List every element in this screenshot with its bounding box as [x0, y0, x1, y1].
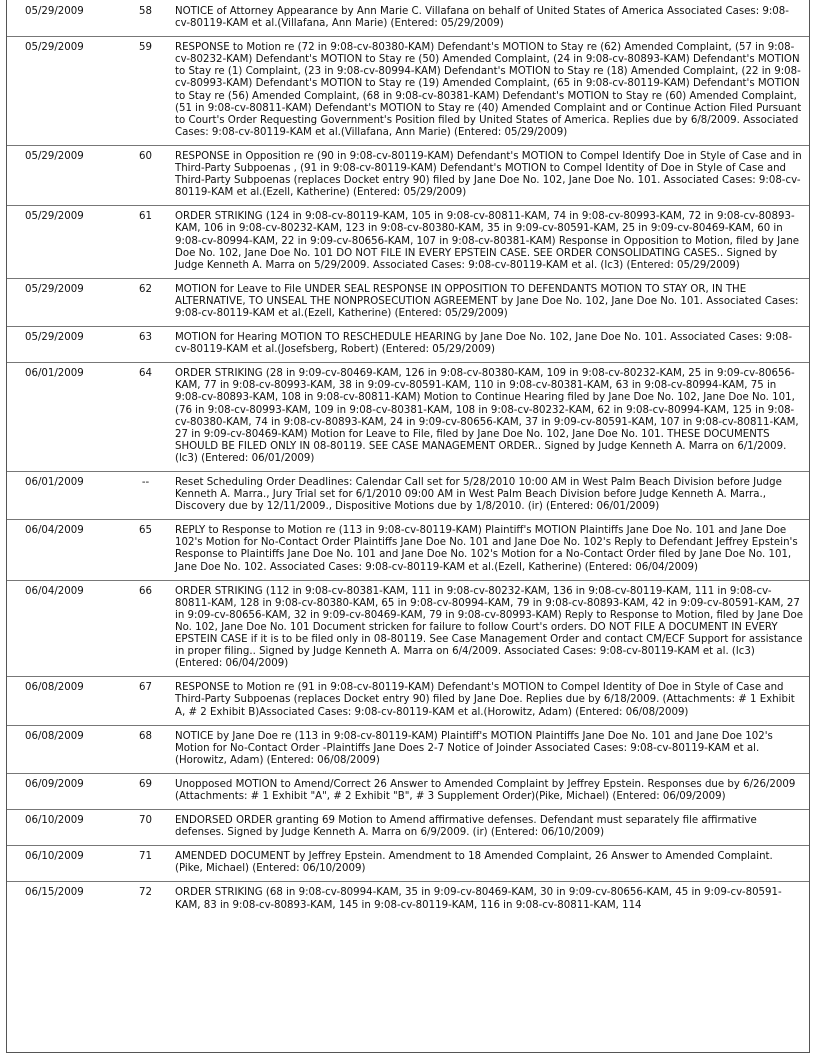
entry-date: 06/09/2009: [7, 773, 119, 809]
entry-date: 06/08/2009: [7, 677, 119, 725]
entry-number: 63: [119, 327, 172, 363]
entry-number: 58: [139, 6, 152, 17]
entry-number: 72: [119, 882, 172, 918]
docket-entry-row: [7, 145, 809, 205]
entry-text: ORDER STRIKING (28 in 9:09-cv-80469-KAM, 126 in 9:08-cv-80380-KAM, 109 in 9:08-cv-80232-KAM, 25 in 9:09-cv-80656-KAM, 77 in 9:08-cv-80993-KAM, 38 in 9:09-cv-80591-KAM, 110 in 9:08-cv-80381-KAM, 63 in 9:08-cv-80994-KAM, 75 in 9:08-cv-80893-KAM, 108 in 9:08-cv-80811-KAM) Motion to Continue Hearing filed by Jane Doe No. 102, Jane Doe No. 101, (76 in 9:08-cv-80993-KAM, 109 in 9:08-cv-80381-KAM, 108 in 9:08-cv-80232-KAM, 62 in 9:08-cv-80994-KAM, 125 in 9:08-cv-80380-KAM, 74 in 9:08-cv-80893-KAM, 24 in 9:09-cv-80656-KAM, 37 in 9:09-cv-80591-KAM, 107 in 9:08-cv-80811-KAM, 27 in 9:09-cv-80469-KAM) Motion for Leave to File, filed by Jane Doe No. 102, Jane Doe No. 101. THESE DOCUMENTS SHOULD BE FILED ONLY IN 08-80119. SEE CASE MANAGEMENT ORDER.. Signed by Judge Kenneth A. Marra on 6/1/2009. (lc3) (Entered: 06/01/2009): [172, 363, 809, 472]
entry-number: --: [119, 472, 172, 520]
entry-number: 60: [119, 145, 172, 205]
entry-text: MOTION for Leave to File UNDER SEAL RESPONSE IN OPPOSITION TO DEFENDANTS MOTION TO STAY OR, IN THE ALTERNATIVE, TO UNSEAL THE NONPROSECUTION AGREEMENT by Jane Doe No. 102, Jane Doe No. 101. Associated Cases: 9:08-cv-80119-KAM et al.(Ezell, Katherine) (Entered: 05/29/2009): [172, 278, 809, 326]
entry-text: Unopposed MOTION to Amend/Correct 26 Answer to Amended Complaint by Jeffrey Epstein. Responses due by 6/26/2009 (Attachments: # 1 Exhibit "A", # 2 Exhibit "B", # 3 Supplement Order)(Pike, Michael) (Entered: 06/09/2009): [172, 773, 809, 809]
entry-number: 62: [119, 278, 172, 326]
entry-text: AMENDED DOCUMENT by Jeffrey Epstein. Amendment to 18 Amended Complaint, 26 Answer to Amended Complaint. (Pike, Michael) (Entered: 06/10/2009): [172, 846, 809, 882]
entry-number: 69: [119, 773, 172, 809]
entry-text: RESPONSE to Motion re (91 in 9:08-cv-80119-KAM) Defendant's MOTION to Compel Identity of Doe in Style of Case and Third-Party Subpoenas (replaces Docket entry 90) filed by Jane Doe. Replies due by 6/18/2009. (Attachments: # 1 Exhibit A, # 2 Exhibit B)Associated Cases: 9:08-cv-80119-KAM et al.(Horowitz, Adam) (Entered: 06/08/2009): [172, 677, 809, 725]
entry-text: ORDER STRIKING (68 in 9:08-cv-80994-KAM, 35 in 9:09-cv-80469-KAM, 30 in 9:09-cv-80656-KAM, 45 in 9:09-cv-80591-KAM, 83 in 9:08-cv-80893-KAM, 145 in 9:08-cv-80119-KAM, 116 in 9:08-cv-80811-KAM, 114: [172, 882, 809, 918]
entry-date: 06/04/2009: [7, 520, 119, 580]
entry-text: NOTICE by Jane Doe re (113 in 9:08-cv-80119-KAM) Plaintiff's MOTION Plaintiffs Jane Doe No. 101 and Jane Doe 102's Motion for No-Contact Order -Plaintiffs Jane Does 2-7 Notice of Joinder Associated Cases: 9:08-cv-80119-KAM et al.(Horowitz, Adam) (Entered: 06/08/2009): [172, 725, 809, 773]
docket-entry-row: [7, 580, 809, 677]
docket-entry-row: [7, 725, 809, 773]
entry-number: 66: [119, 580, 172, 677]
entry-text: RESPONSE in Opposition re (90 in 9:08-cv-80119-KAM) Defendant's MOTION to Compel Identify Doe in Style of Case and in Third-Party Subpoenas , (91 in 9:08-cv-80119-KAM) Defendant's MOTION to Compel Identity of Doe in Style of Case and Third-Party Subpoenas (replaces Docket entry 90) filed by Jane Doe No. 102, Jane Doe No. 101. Associated Cases: 9:08-cv-80119-KAM et al.(Ezell, Katherine) (Entered: 05/29/2009): [172, 145, 809, 205]
docket-entry-row: [7, 363, 809, 472]
docket-entry-row: [7, 0, 809, 37]
entry-number: 59: [119, 37, 172, 146]
docket-entry-row: [7, 472, 809, 520]
entry-number: 68: [119, 725, 172, 773]
entry-date: 06/04/2009: [7, 580, 119, 677]
entry-number: 61: [119, 206, 172, 278]
entry-text: MOTION for Hearing MOTION TO RESCHEDULE HEARING by Jane Doe No. 102, Jane Doe No. 101. Associated Cases: 9:08-cv-80119-KAM et al.(Josefsberg, Robert) (Entered: 05/29/2009): [172, 327, 809, 363]
entry-date: 05/29/2009: [7, 206, 119, 278]
entry-text: NOTICE of Attorney Appearance by Ann Marie C. Villafana on behalf of United States of America Associated Cases: 9:08-cv-80119-KAM et al.(Villafana, Ann Marie) (Entered: 05/29/2009): [175, 6, 789, 30]
docket-entry-row: [7, 882, 809, 918]
entry-text: REPLY to Response to Motion re (113 in 9:08-cv-80119-KAM) Plaintiff's MOTION Plaintiffs Jane Doe No. 101 and Jane Doe 102's Motion for No-Contact Order Plaintiffs Jane Doe No. 101 and Jane Doe No. 102's Reply to Defendant Jeffrey Epstein's Response to Plaintiffs Jane Doe No. 101 and Jane Doe No. 102's Motion for a No-Contact Order filed by Jane Doe No. 101, Jane Doe No. 102. Associated Cases: 9:08-cv-80119-KAM et al.(Ezell, Katherine) (Entered: 06/04/2009): [172, 520, 809, 580]
entry-text: ORDER STRIKING (112 in 9:08-cv-80381-KAM, 111 in 9:08-cv-80232-KAM, 136 in 9:08-cv-80119-KAM, 111 in 9:08-cv-80811-KAM, 128 in 9:08-cv-80380-KAM, 65 in 9:08-cv-80994-KAM, 79 in 9:08-cv-80893-KAM, 42 in 9:09-cv-80591-KAM, 27 in 9:09-cv-80656-KAM, 32 in 9:09-cv-80469-KAM, 79 in 9:08-cv-80993-KAM) Reply to Response to Motion, filed by Jane Doe No. 102, Jane Doe No. 101 Document stricken for failure to follow Court's orders. DO NOT FILE A DOCUMENT IN EVERY EPSTEIN CASE if it is to be filed only in 08-80119. See Case Management Order and contact CM/ECF Support for assistance in proper filing.. Signed by Judge Kenneth A. Marra on 6/4/2009. Associated Cases: 9:08-cv-80119-KAM et al. (lc3) (Entered: 06/04/2009): [172, 580, 809, 677]
entry-date: 05/29/2009: [7, 37, 119, 146]
entry-number: 64: [119, 363, 172, 472]
docket-entry-row: [7, 846, 809, 882]
entry-text: ENDORSED ORDER granting 69 Motion to Amend affirmative defenses. Defendant must separately file affirmative defenses. Signed by Judge Kenneth A. Marra on 6/9/2009. (ir) (Entered: 06/10/2009): [172, 810, 809, 846]
entry-text: ORDER STRIKING (124 in 9:08-cv-80119-KAM, 105 in 9:08-cv-80811-KAM, 74 in 9:08-cv-80993-KAM, 72 in 9:08-cv-80893-KAM, 106 in 9:08-cv-80232-KAM, 123 in 9:08-cv-80380-KAM, 35 in 9:09-cv-80591-KAM, 25 in 9:09-cv-80469-KAM, 60 in 9:08-cv-80994-KAM, 22 in 9:09-cv-80656-KAM, 107 in 9:08-cv-80381-KAM) Response in Opposition to Motion, filed by Jane Doe No. 102, Jane Doe No. 101 DO NOT FILE IN EVERY EPSTEIN CASE. SEE ORDER CONSOLIDATING CASES.. Signed by Judge Kenneth A. Marra on 5/29/2009. Associated Cases: 9:08-cv-80119-KAM et al. (lc3) (Entered: 05/29/2009): [172, 206, 809, 278]
entry-date: 05/29/2009: [7, 278, 119, 326]
docket-sheet: [6, 0, 810, 1053]
entry-date: 05/29/2009: [7, 145, 119, 205]
docket-entry-row: [7, 773, 809, 809]
entry-date: 06/08/2009: [7, 725, 119, 773]
docket-entry-row: [7, 37, 809, 146]
entry-text: Reset Scheduling Order Deadlines: Calendar Call set for 5/28/2010 10:00 AM in West Palm Beach Division before Judge Kenneth A. Marra., Jury Trial set for 6/1/2010 09:00 AM in West Palm Beach Division before Judge Kenneth A. Marra., Discovery due by 12/11/2009., Dispositive Motions due by 1/8/2010. (ir) (Entered: 06/01/2009): [172, 472, 809, 520]
entry-number: 70: [119, 810, 172, 846]
entry-date: 06/15/2009: [7, 882, 119, 918]
docket-entry-row: [7, 206, 809, 278]
entry-date: 05/29/2009: [7, 327, 119, 363]
docket-entry-row: [7, 520, 809, 580]
entry-number: 65: [119, 520, 172, 580]
docket-table: [7, 0, 809, 918]
docket-entry-row: [7, 327, 809, 363]
entry-date: 06/01/2009: [7, 472, 119, 520]
entry-date: 06/10/2009: [7, 810, 119, 846]
entry-date: 06/10/2009: [7, 846, 119, 882]
entry-date: 05/29/2009: [25, 6, 84, 17]
docket-entry-row: [7, 810, 809, 846]
docket-entry-row: [7, 278, 809, 326]
entry-text: RESPONSE to Motion re (72 in 9:08-cv-80380-KAM) Defendant's MOTION to Stay re (62) Amended Complaint, (57 in 9:08-cv-80232-KAM) Defendant's MOTION to Stay re (50) Amended Complaint, (24 in 9:08-cv-80893-KAM) Defendant's MOTION to Stay re (1) Complaint, (23 in 9:08-cv-80994-KAM) Defendant's MOTION to Stay re (18) Amended Complaint, (22 in 9:08-cv-80993-KAM) Defendant's MOTION to Stay re (19) Amended Complaint, (65 in 9:08-cv-80119-KAM) Defendant's MOTION to Stay re (56) Amended Complaint, (68 in 9:08-cv-80381-KAM) Defendant's MOTION to Stay re (60) Amended Complaint, (51 in 9:08-cv-80811-KAM) Defendant's MOTION to Stay re (40) Amended Complaint and or Continue Action Filed Pursuant to Court's Order Requesting Government's Position filed by United States of America. Replies due by 6/8/2009. Associated Cases: 9:08-cv-80119-KAM et al.(Villafana, Ann Marie) (Entered: 05/29/2009): [172, 37, 809, 146]
entry-date: 06/01/2009: [7, 363, 119, 472]
entry-number: 67: [119, 677, 172, 725]
docket-entry-row: [7, 677, 809, 725]
entry-number: 71: [119, 846, 172, 882]
